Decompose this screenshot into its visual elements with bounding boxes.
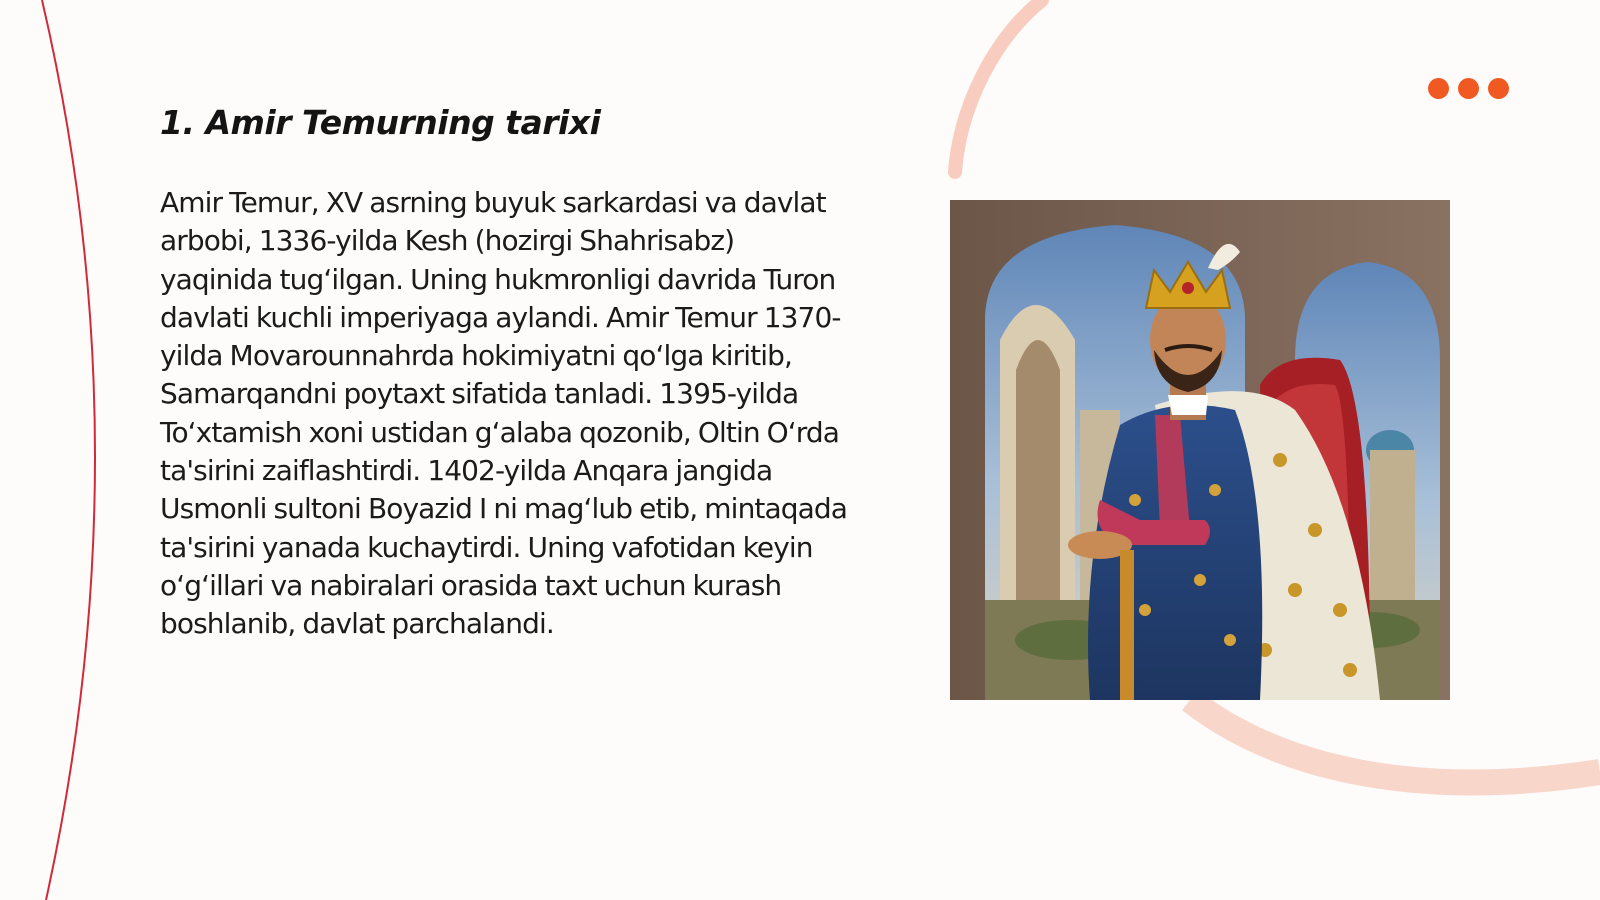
slide-title: 1. Amir Temurning tarixi [160,103,601,142]
peach-arc-bottom [1190,700,1600,782]
portrait-image [950,200,1450,700]
dot [1428,78,1449,99]
more-dots-icon[interactable] [1428,78,1509,99]
dot [1488,78,1509,99]
slide-body-text: Amir Temur, XV asrning buyuk sarkardasi va davlat arbobi, 1336-yilda Kesh (hozirgi Shahrisabz) yaqinida tug‘ilgan. Uning hukmronligi davrida Turon davlati kuchli imperiyaga aylandi. Amir Temur 1370-yilda Movarounnahrda hokimiyatni qo‘lga kiritib, Samarqandni poytaxt sifatida tanladi. 1395-yilda To‘xtamish xoni ustidan g‘alaba qozonib, Oltin O‘rda ta'sirini zaiflashtirdi. 1402-yilda Anqara jangida Usmonli sultoni Boyazid I ni mag‘lub etib, mintaqada ta'sirini yanada kuchaytirdi. Uning vafotidan keyin o‘g‘illari va nabiralari orasida taxt uchun kurash boshlanib, davlat parchalandi. [160,186,848,641]
left-red-curve [42,0,95,900]
dot [1458,78,1479,99]
peach-arc-top [955,0,1042,172]
